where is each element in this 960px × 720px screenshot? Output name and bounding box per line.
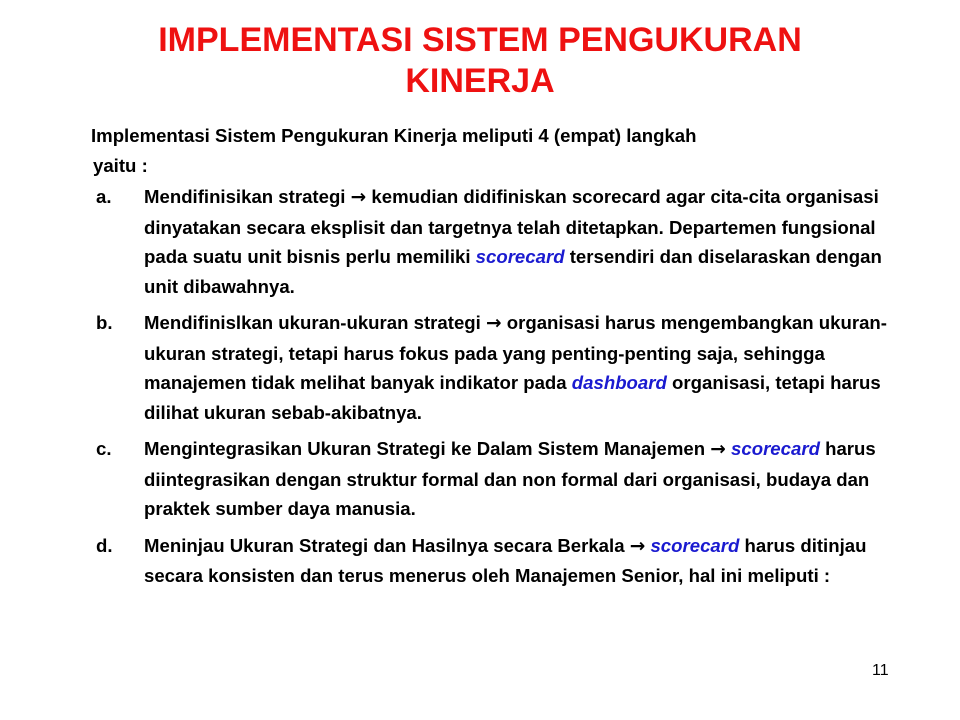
item-text: tersendiri dan diselaraskan dengan unit dibawahnya.	[144, 246, 882, 297]
arrow-right-icon: →	[629, 535, 646, 557]
list-marker: a.	[96, 186, 112, 207]
arrow-right-icon: →	[710, 439, 726, 460]
list-marker: d.	[96, 534, 113, 556]
page-number: 11	[872, 662, 889, 679]
item-text: organisasi harus mengembangkan ukuran-ukuran strategi, tetapi harus fokus pada yang penting-penting saja, sehingga manajemen tidak melihat banyak indikator pada	[144, 312, 887, 393]
list-item-d	[91, 531, 921, 591]
term-scorecard: scorecard	[475, 246, 565, 267]
term-scorecard: scorecard	[650, 534, 740, 556]
item-text: Mendifinisikan strategi	[144, 186, 351, 207]
intro-paragraph	[91, 121, 921, 180]
item-text: kemudian didifiniskan scorecard agar cita-cita organisasi dinyatakan secara eksplisit dan targetnya telah ditetapkan. Departemen fungsional pada suatu unit bisnis perlu memiliki	[144, 186, 879, 267]
intro-line-2: yaitu :	[93, 154, 148, 176]
list-item-c	[91, 434, 921, 524]
term-scorecard: scorecard	[731, 438, 820, 459]
item-text: organisasi, tetapi harus dilihat ukuran sebab-akibatnya.	[144, 372, 881, 423]
arrow-right-icon: →	[350, 187, 367, 208]
list-item-b	[91, 308, 921, 427]
list-marker: b.	[96, 312, 113, 333]
item-text: Mendifinislkan ukuran-ukuran strategi	[144, 312, 486, 333]
intro-line-1: Implementasi Sistem Pengukuran Kinerja meliputi 4 (empat) langkah	[91, 125, 697, 146]
item-text: harus diintegrasikan dengan struktur formal dan non formal dari organisasi, budaya dan praktek sumber daya manusia.	[144, 438, 876, 519]
steps-list	[91, 182, 921, 598]
item-text: Mengintegrasikan Ukuran Strategi ke Dalam Sistem Manajemen	[144, 438, 711, 459]
arrow-right-icon: →	[485, 313, 502, 334]
item-text: Meninjau Ukuran Strategi dan Hasilnya secara Berkala	[144, 534, 630, 556]
term-dashboard: dashboard	[571, 372, 667, 393]
item-text: harus ditinjau secara konsisten dan terus menerus oleh Manajemen Senior, hal ini meliputi :	[144, 534, 867, 586]
list-marker: c.	[96, 438, 112, 459]
title-line-2: KINERJA	[405, 62, 555, 100]
list-item-a	[91, 182, 921, 301]
title-line-1: IMPLEMENTASI SISTEM PENGUKURAN	[158, 21, 802, 59]
slide-title	[80, 20, 880, 102]
